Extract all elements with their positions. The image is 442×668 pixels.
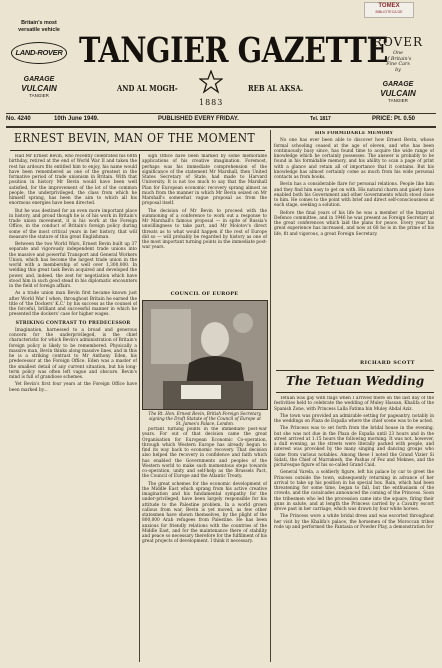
dateline-top-rule: [6, 113, 436, 114]
rover-line-1: One: [393, 51, 403, 56]
rover-city: TANGIER: [388, 98, 408, 103]
rover-vulcain: VULCAIN: [380, 89, 416, 98]
paragraph: General Varela, a soldierly figure, left his palace by car to greet the Princess outside the town, subsequently returning in advance of her arrival to take up his position in his special box. Rain, which had been threatening for some time, began to fall, but the enthusiasm of the crowds, and the cavalcades announced the coming of the Princess. Soon the tribesmen who led the procession came into the square, firing their guns in salute, and at length the Princess carried by a Cavalry escort drove past in her carriage, which was drawn by four white horses.: [274, 470, 434, 512]
dateline-bottom-rule: [6, 126, 436, 128]
wedding-rule-lower: [276, 392, 434, 393]
bevin-signing-photo: [142, 300, 268, 410]
byline: RICHARD SCOTT: [360, 360, 416, 366]
rover-ad: [364, 36, 432, 112]
main-article-column-2: [142, 154, 267, 284]
wedding-article: [274, 396, 434, 662]
main-article-column-1: [9, 154, 137, 664]
star-emblem-icon: [199, 70, 223, 94]
paragraph: The decision of Mr Bevin to proceed with the summoning of a conference to work out a response to Mr Marshall's famous proposal — in spite of Russia's unwillingness to take part, and Mr Molotov's direct threats as to what would happen if the rest of Europe did so — will probably be regarded by history as one of the most important turning points in the immediate post-war years.: [142, 208, 267, 251]
column-divider: [139, 154, 140, 662]
paragraph: portant turning points in the immediate post-war years. For out of that decision came the great Organisation for European Economic Co-operation, through which Western Europe has already begun to find its way back to economic recovery. That decision also helped the recovery in confidence and faith which has enabled the Governments and peoples of the Western world to make such momentous steps towards co-operation, unity and self-help as the Brussels Pact, the Council of Europe and the Atlantic Treaty.: [142, 427, 267, 480]
paragraph: Imagination, harnessed to a broad and generous concern for the underprivileged, is the chief characteristic for which Bevin's administration of Britain's foreign policy is likely to be remembered. Physically a massive man, Bevin thinks along massive lines, and in this he is a striking contrast to Mr Anthony Eden, his predecessor at the Foreign Office. Eden was a master of the smallest detail of any current situation, but his long-term policy was often left vague and obscure. Bevin's mind is full of grandiose schemes.: [9, 327, 137, 380]
photo-caption: The Rt. Hon. Ernest Bevin, British Foreign Secretary, signing the Draft Statute of the Council of Europe at St. James's Palace, London.: [148, 411, 262, 427]
paragraph: The Princess was to set forth from the bridal house in the evening, but she was not due in the Plaza de España until 23 hours and in the street arrived at 1.15 hours the following morning. It was not, however, a dull evening, as the streets were literally packed with people, and interest was provoked by the many singing and dancing groups who came from various notables. Among these I noted the Grand Vizier Si Sidati, the Chief of Marrakesh, the Pashas of Fez and Meknes, and the picturesque figure of his so-called Grand Caid.: [274, 426, 434, 468]
paragraph: Had Mr Ernest Bevin, who recently celebrated his 68th birthday, retired at the end of World War II and taken the rest his ardours fits entitled him to enjoy, his name would have been remembered as one of the greatest in the formative period of trade unionism in Britain. With that position in history Mr Bevin would have been well satisfied, for the improvement of the lot of the common people, the underprivileged, the class from which he himself sprang, has been the aim to which all his enormous energies have been directed.: [9, 154, 137, 207]
ad-city: TANGIER: [29, 93, 49, 98]
rover-title: ROVER: [372, 35, 424, 49]
paragraph: Before the final years of his life he was a member of the Imperial Defence committee, and in 1946 he was present as Foreign Secretary at the great conferences which laid the plans for peace. Every year his great experience has increased, and now at 68 he is in the prime of his life, fit and vigorous, a great Foreign Secretary.: [274, 210, 434, 237]
paragraph: As a trade union man Bevin first became known just after World War I when, throughout Britain he earned the title of 'the Dockers' K.C.' by his success as the counsel of the forceful, brilliant and successful manner in which he presented the dockers' case for higher wages.: [9, 291, 137, 318]
rover-line-3: Fine Cars: [386, 62, 410, 67]
column-divider-right: [270, 130, 271, 662]
rover-line-2: of Britain's: [384, 56, 412, 62]
paragraph: Between the two World Wars, Ernest Bevin built up 37 separate and vigorously independent trade unions into the massive and powerful Transport and General Workers Union, which has become the largest trade union in the world with a membership of well over 1,300,000. In welding this great task Bevin acquired and developed the power, and, indeed, the zest for negotiation which have stood him in such good stead in his diplomatic encounters in the field of foreign affairs.: [9, 242, 137, 289]
main-article-column-2-continued: [142, 427, 267, 663]
masthead-sub-right: REB AL AKSA.: [248, 83, 304, 93]
main-headline: ERNEST BEVIN, MAN OF THE MOMENT: [14, 131, 256, 145]
paragraph: sign Office have been marked by some memorable applications of his creative imagination. Foremost, perhaps was his immediate comprehension of the significance of the statement Mr Marshall, then United States Secretary of State, had made to Harvard University. It is not too much to say that the Marshall Plan for European economic recovery sprang almost as much from the manner in which Mr Bevin seized on Mr Marshall's somewhat vague proposal as from the proposal itself.: [142, 154, 267, 207]
wedding-headline: The Tetuan Wedding: [285, 374, 425, 388]
ad-vulcain: VULCAIN: [21, 84, 57, 93]
subheading: STRIKING CONTRAST TO PREDECESSOR: [15, 320, 131, 326]
publication-frequency: PUBLISHED EVERY FRIDAY.: [158, 116, 239, 122]
wedding-rule: [276, 370, 434, 371]
issue-number: No. 4240: [6, 116, 31, 122]
paragraph: Bevin has a considerable flare for personal relations. People like him and they find him easy to get on with. His natural charm and gaiety have enabled both his Government and other Governments which stood close to him. He comes to the point with brief and direct self-consciousness at each stage, seeking a solution.: [274, 182, 434, 209]
paragraph: Tetuan was gay with flags when I arrived there on the last day of the festivities held to celebrate the wedding of Muley Hassan, Khalifa of the Spanish Zone, with Princess Lalla Fatima bin Muley Abdal Aziz.: [274, 396, 434, 412]
paragraph: The Princess wore a white bridal dress and was escorted throughout her visit by the Khalifa's palace, the horsemen of the Moroccan tribes rode up and performed the Fantasia or Powder Play, a demonstration for: [274, 514, 434, 530]
ad-garage: GARAGE: [23, 76, 55, 83]
library-stamp: [364, 2, 414, 18]
masthead-sub-left: AND AL MOGH-: [117, 83, 178, 93]
dateline: [6, 115, 436, 125]
land-rover-logo: [11, 42, 67, 64]
photo-label: COUNCIL OF EUROPE: [170, 291, 239, 297]
paragraph: But he was destined for an even more important place in history, and proud though he is of his work in Britain's trade union movement, it is his work at the Foreign Office, in the conduct of Britain's foreign policy during some of the most critical years in her history, that will measure the stature of this great Englishman.: [9, 208, 137, 240]
ad-line-2: versatile vehicle: [18, 27, 60, 33]
headline-rule: [10, 150, 265, 151]
telephone: Tel. 1817: [310, 116, 331, 122]
paragraph: Yet Bevin's first four years at the Foreign Office have been marked by...: [9, 382, 137, 393]
ad-line-1: Britain's most: [21, 20, 57, 26]
paragraph: The great schemes for the economic development of the Middle East which sprang from his active creative imagination and his fundamental sympathy for the under-privileged, have been largely responsible for his attitude to the Palestine problem. In a world grown callous from war, Bevin is yet moved, as few other statesmen have shown themselves, by the plight of the 800,000 Arab refugees from Palestine. He has been anxious for friendly relations with the countries of the Middle East, and for the maintenance there of stability and peace so necessary therefore for the fulfilment of his great projects of development. I think it necessary.: [142, 481, 267, 545]
land-rover-ad: [6, 20, 72, 110]
stamp-line-2: BIBLIOTECA DE: [375, 10, 403, 14]
right-column: [274, 131, 434, 357]
formidable-memory-heading: HIS FORMIDABLE MEMORY: [314, 131, 394, 136]
masthead-title: TANGIER GAZETTE: [79, 30, 388, 71]
paragraph: The town was provided an admirable setting for pageantry, notably in the weddings on Plaza de España where the chief scene was to be acted.: [274, 413, 434, 424]
paragraph: No one has ever been able to discover how Ernest Bevin, whose formal schooling ceased at the age of eleven, and who has been continuously busy since, has found time to acquire the wide range of knowledge which he certainly possesses. The answer is probably to be found in his formidable memory, and his ability to scan a page of print with a glance and retain all of importance that it contains. But his knowledge has almost certainly come as much from his wide personal contacts as from books.: [274, 138, 434, 180]
land-rover-logo-text: LAND-ROVER: [15, 48, 63, 57]
rover-garage: GARAGE: [382, 81, 414, 88]
issue-date: 10th June 1949.: [54, 116, 99, 122]
masthead-year: 1883: [199, 98, 224, 107]
stamp-line-1: TOMEX: [378, 3, 400, 9]
price: PRICE: Pt. 0.50: [372, 116, 416, 122]
rover-line-4: by: [395, 67, 401, 73]
